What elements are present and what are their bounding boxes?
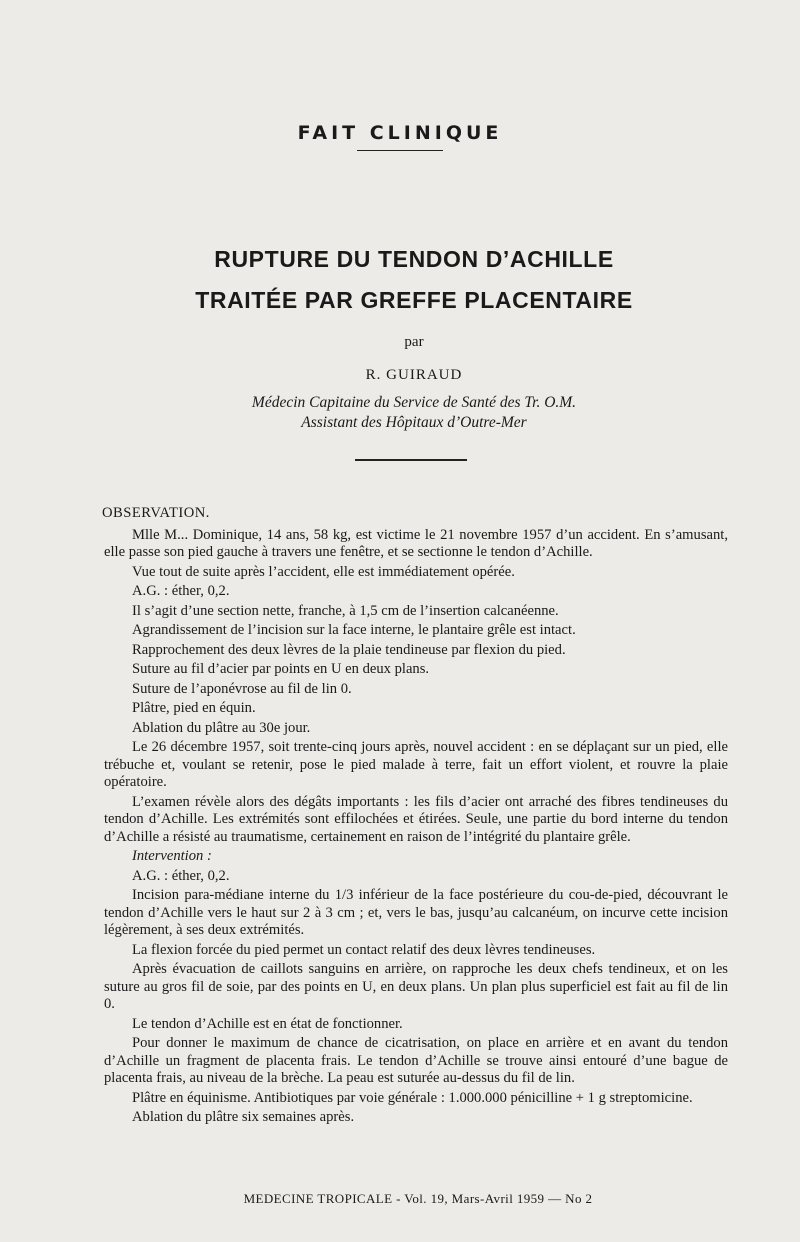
author-affiliation-2: Assistant des Hôpitaux d’Outre-Mer <box>301 414 527 431</box>
paragraph: Pour donner le maximum de chance de cicatrisation, on place en arrière et en avant du tendon d’Achille un fragment de placenta frais. Le tendon d’Achille se trouve ainsi entouré d’une bague de placenta frais, au niveau de la brèche. La peau est suturée au-dessus du fil de lin. <box>104 1035 728 1086</box>
section-heading: OBSERVATION. <box>102 505 210 521</box>
paragraph: Rapprochement des deux lèvres de la plaie tendineuse par flexion du pied. <box>132 641 566 658</box>
paragraph: La flexion forcée du pied permet un contact relatif des deux lèvres tendineuses. <box>132 941 596 958</box>
title-rule <box>355 459 467 461</box>
paragraph: Après évacuation de caillots sanguins en arrière, on rapproche les deux chefs tendineux, et on les suture au gros fil de soie, par des points en U, en deux plans. Un plan plus superficiel est fait au fil de lin 0. <box>104 961 728 1012</box>
paragraph: L’examen révèle alors des dégâts importants : les fils d’acier ont arraché des fibres tendineuses du tendon d’Achille. Les extrémités sont effilochées et étirées. Seule, une partie du bord interne du tendon d’Achille a résisté au traumatisme, certainement en raison de l’intégrité du plantaire grêle. <box>104 793 728 845</box>
kicker-rule <box>357 150 443 151</box>
paragraph: Ablation du plâtre au 30e jour. <box>132 719 311 736</box>
byline-par: par <box>404 334 424 350</box>
paragraph: Plâtre en équinisme. Antibiotiques par voie générale : 1.000.000 pénicilline + 1 g streptomicine. <box>132 1089 693 1106</box>
author-name: R. GUIRAUD <box>365 367 463 383</box>
paragraph: Suture de l’aponévrose au fil de lin 0. <box>132 680 352 697</box>
paragraph: Le tendon d’Achille est en état de fonctionner. <box>132 1015 403 1032</box>
article-body <box>104 505 728 1129</box>
article-title-line-1: RUPTURE DU TENDON D’ACHILLE <box>214 246 614 272</box>
paragraph: Ablation du plâtre six semaines après. <box>132 1109 355 1125</box>
paragraph: Incision para-médiane interne du 1/3 inférieur de la face postérieure du cou-de-pied, découvrant le tendon d’Achille vers le haut sur 2 à 3 cm ; et, vers le bas, jusqu’au calcanéum, on incurve cette incision légèrement, à ses deux extrémités. <box>104 887 728 938</box>
paragraph: Il s’agit d’une section nette, franche, à 1,5 cm de l’insertion calcanéenne. <box>132 602 559 619</box>
article-title-line-2: TRAITÉE PAR GREFFE PLACENTAIRE <box>195 287 633 313</box>
author-affiliation-1: Médecin Capitaine du Service de Santé des Tr. O.M. <box>251 394 577 411</box>
subheading-intervention: Intervention : <box>132 848 212 864</box>
paragraph: Vue tout de suite après l’accident, elle est immédiatement opérée. <box>132 563 515 580</box>
paragraph: Le 26 décembre 1957, soit trente-cinq jours après, nouvel accident : en se déplaçant sur un pied, elle trébuche et, voulant se retenir, pose le pied malade à terre, fait un effort violent, et rouvre la plaie opératoire. <box>104 739 728 790</box>
section-kicker: FAIT CLINIQUE <box>297 122 503 144</box>
paragraph: Plâtre, pied en équin. <box>132 700 256 716</box>
paragraph: A.G. : éther, 0,2. <box>132 867 230 884</box>
paragraph: A.G. : éther, 0,2. <box>132 583 230 599</box>
journal-footer: MEDECINE TROPICALE - Vol. 19, Mars-Avril 1959 — No 2 <box>243 1191 593 1206</box>
paragraph: Suture au fil d’acier par points en U en deux plans. <box>132 661 430 677</box>
paragraph: Agrandissement de l’incision sur la face interne, le plantaire grêle est intact. <box>132 622 576 638</box>
paragraph: Mlle M... Dominique, 14 ans, 58 kg, est victime le 21 novembre 1957 d’un accident. En s’amusant, elle passe son pied gauche à travers une fenêtre, et se sectionne le tendon d’Achille. <box>104 526 728 560</box>
